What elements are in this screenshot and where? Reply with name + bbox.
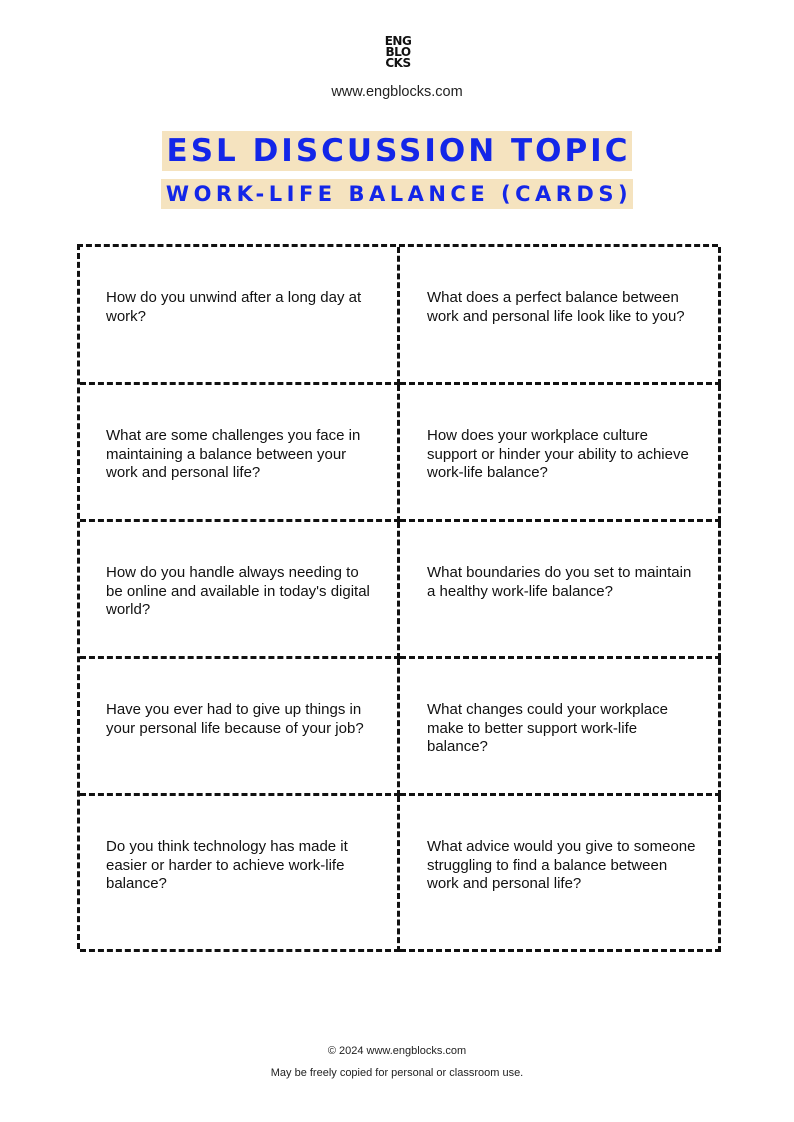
discussion-cards-grid xyxy=(77,244,718,949)
title-container xyxy=(0,131,794,171)
engblocks-logo xyxy=(382,36,414,69)
discussion-card: How do you handle always needing to be online and available in today's digital world? xyxy=(80,522,400,659)
discussion-card: What does a perfect balance between work and personal life look like to you? xyxy=(400,247,721,385)
discussion-card: How does your workplace culture support or hinder your ability to achieve work-life balance? xyxy=(400,385,721,522)
footer-copyright: © 2024 www.engblocks.com xyxy=(327,1045,467,1057)
discussion-card: What are some challenges you face in maintaining a balance between your work and personal life? xyxy=(80,385,400,522)
discussion-card: What changes could your workplace make to better support work-life balance? xyxy=(400,659,721,796)
discussion-card: How do you unwind after a long day at work? xyxy=(80,247,400,385)
page-subtitle: WORK-LIFE BALANCE (CARDS) xyxy=(161,179,633,209)
discussion-card: What advice would you give to someone struggling to find a balance between work and personal life? xyxy=(400,796,721,952)
logo-line: BLO xyxy=(385,45,411,59)
site-url: www.engblocks.com xyxy=(331,84,463,100)
discussion-card: What boundaries do you set to maintain a healthy work-life balance? xyxy=(400,522,721,659)
logo-line: CKS xyxy=(385,56,411,70)
footer-usage-note: May be freely copied for personal or classroom use. xyxy=(270,1067,524,1079)
discussion-card: Do you think technology has made it easier or harder to achieve work-life balance? xyxy=(80,796,400,952)
discussion-card: Have you ever had to give up things in your personal life because of your job? xyxy=(80,659,400,796)
page-title: ESL DISCUSSION TOPIC xyxy=(162,131,633,171)
subtitle-container xyxy=(0,179,794,209)
logo-line: ENG xyxy=(384,34,412,48)
